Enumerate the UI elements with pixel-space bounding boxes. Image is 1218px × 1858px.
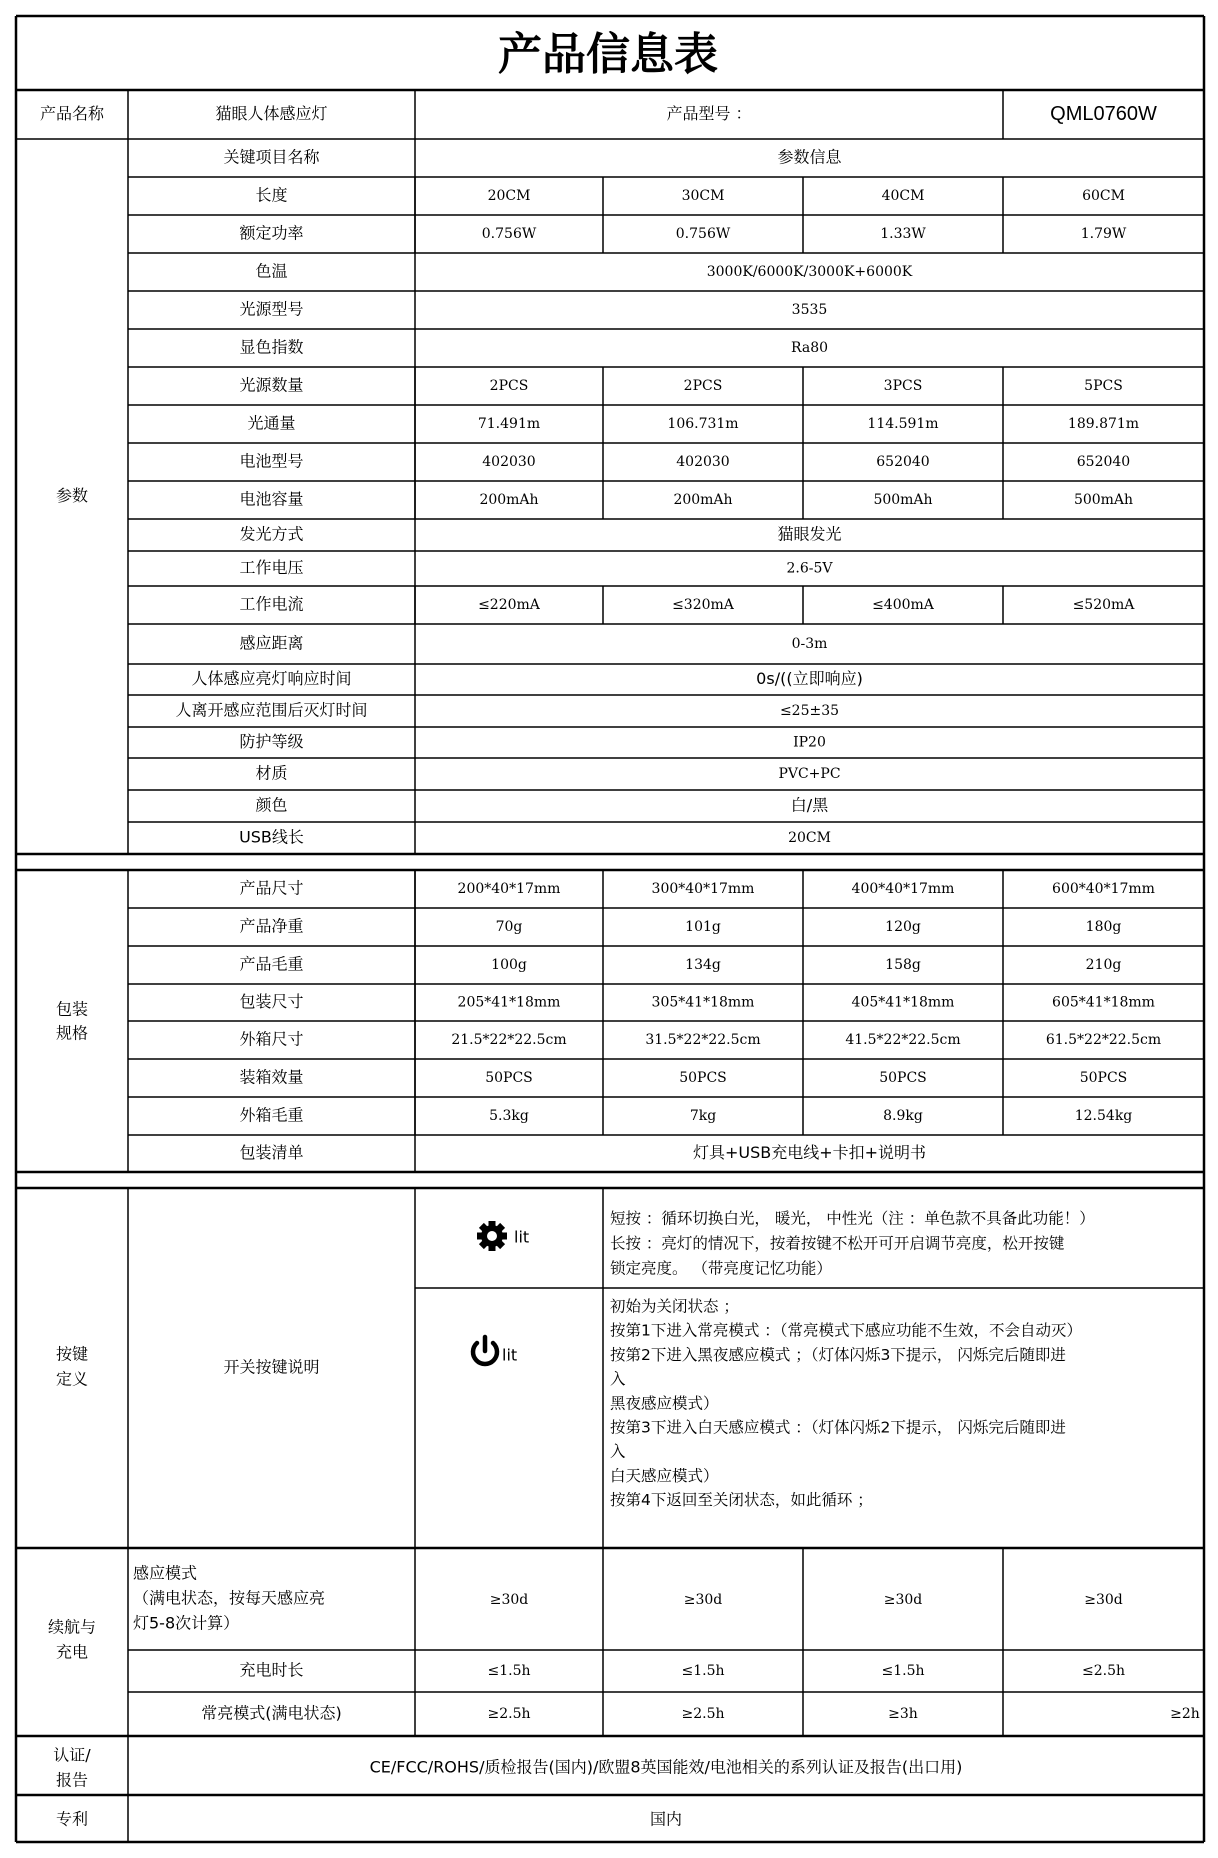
params-row-label: 材质 [255,763,288,783]
packing-row-label: 包装清单 [239,1143,304,1162]
packing-section-label: 规格 [55,1023,89,1043]
packing-row-value: 8.9kg [883,1108,923,1124]
packing-row-value: 21.5*22*22.5cm [451,1032,567,1048]
params-row-value: 106.731m [667,416,739,432]
params-row-value: 0.756W [675,226,731,242]
packing-row-value: 50PCS [1079,1070,1128,1086]
keys-desc-power: 按第3下进入白天感应模式 ：（灯体闪烁2下提示， 闪烁完后随即进 [610,1418,1066,1437]
params-row-value: ≤25±35 [779,703,840,719]
battery-sensor-label: 感应模式 [133,1563,198,1583]
params-row-value: Ra80 [790,340,829,356]
battery-sensor-label: （满电状态，按每天感应亮 [133,1588,326,1608]
packing-row-value: 100g [491,957,527,973]
params-row-value: 20CM [487,188,531,204]
patent-label: 专利 [55,1809,89,1829]
packing-row-value: 600*40*17mm [1052,881,1155,897]
packing-row-value: 158g [885,957,921,973]
packing-row-value: 210g [1085,957,1122,973]
params-col-val: 参数信息 [777,147,842,167]
packing-row-label: 装箱效量 [239,1067,304,1087]
packing-row-label: 包装尺寸 [239,992,304,1011]
gear-icon [477,1221,507,1251]
battery-charge-label: 充电时长 [239,1660,304,1680]
keys-desc-gear: 锁定亮度。 （带亮度记忆功能） [610,1259,832,1278]
keys-desc-power: 按第1下进入常亮模式 ：（常亮模式下感应功能不生效，不会自动灭） [610,1321,1083,1340]
params-row-value: 500mAh [873,492,933,508]
packing-row-label: 产品尺寸 [239,878,304,898]
params-row-value: 402030 [676,454,730,470]
params-row-value: ≤320mA [672,597,734,613]
packing-row-value: 120g [885,919,921,935]
params-row-value: 500mAh [1073,492,1134,508]
keys-desc-power: 按第4下返回至关闭状态，如此循环 ； [610,1491,873,1510]
params-row-label: 电池容量 [239,489,304,509]
keys-desc-power: 黑夜感应模式） [610,1394,719,1413]
power-icon-suffix: lit [502,1345,518,1365]
params-row-value: 71.491m [477,416,541,432]
params-row-value: 30CM [681,188,725,204]
params-row-value: 1.79W [1080,226,1127,242]
packing-row-value: 305*41*18mm [651,994,755,1011]
packing-row-value: 7kg [689,1108,717,1124]
packing-row-label: 产品毛重 [239,954,304,974]
keys-desc-power: 入 [610,1370,626,1389]
battery-section-label: 续航与 [47,1617,97,1637]
battery-steady-label: 常亮模式(满电状态) [201,1703,342,1723]
params-row-value: 3000K/6000K/3000K+6000K [706,264,913,280]
params-row-value: 2.6-5V [786,560,833,577]
params-section-label: 参数 [55,486,89,505]
battery-charge-value: ≤1.5h [881,1663,925,1679]
params-row-value: 200mAh [673,492,733,508]
params-row-value: 3PCS [883,378,923,394]
params-row-value: ≤220mA [478,597,540,613]
battery-sensor-value: ≥30d [489,1592,529,1608]
params-row-value: 0s/((立即响应) [756,669,863,688]
params-row-label: 人体感应亮灯响应时间 [191,669,352,688]
battery-sensor-value: ≥30d [883,1592,923,1608]
battery-steady-value: ≥2.5h [681,1706,725,1722]
keys-desc-power: 白天感应模式） [610,1466,719,1485]
params-row-label: 显色指数 [239,337,304,357]
params-row-value: 0-3m [791,636,828,652]
params-row-value: IP20 [793,734,826,751]
packing-row-value: 5.3kg [489,1108,529,1124]
battery-sensor-value: ≥30d [683,1592,723,1608]
params-row-label: 光通量 [247,413,296,433]
gear-icon-suffix: lit [514,1227,530,1247]
product-model-label: 产品型号 ： [666,104,752,123]
params-row-value: 200mAh [479,492,539,508]
params-row-value: ≤400mA [872,597,934,613]
packing-row-value: 61.5*22*22.5cm [1045,1032,1162,1048]
params-row-value: PVC+PC [778,766,841,782]
keys-label: 开关按键说明 [223,1357,320,1377]
params-row-label: 人离开感应范围后灭灯时间 [175,700,368,720]
params-row-value: 652040 [876,454,930,470]
packing-row-value: 405*41*18mm [851,994,955,1011]
params-row-value: 2PCS [489,378,529,394]
battery-steady-value: ≥2.5h [487,1706,531,1722]
packing-row-value: 605*41*18mm [1052,994,1155,1011]
params-row-value: 白/黑 [790,795,829,815]
params-row-value: ≤520mA [1072,597,1135,613]
battery-sensor-value: ≥30d [1084,1592,1123,1608]
params-col-key: 关键项目名称 [223,147,320,167]
keys-section-label: 按键 [55,1344,89,1364]
params-row-value: 652040 [1076,454,1131,470]
params-row-value: 114.591m [867,416,939,432]
params-row-label: 防护等级 [239,732,304,751]
keys-desc-power: 按第2下进入黑夜感应模式 ；（灯体闪烁3下提示， 闪烁完后随即进 [610,1345,1066,1364]
patent-value: 国内 [649,1809,683,1829]
packing-row-value: 205*41*18mm [457,994,561,1011]
params-row-value: 20CM [788,830,831,846]
packing-row-value: 31.5*22*22.5cm [645,1032,761,1048]
params-row-label: 工作电压 [239,558,304,577]
packing-row-value: 41.5*22*22.5cm [845,1032,961,1048]
keys-desc-gear: 长按 ：亮灯的情况下，按着按键不松开可开启调节亮度，松开按键 [610,1234,1065,1253]
packing-row-value: 134g [685,957,721,973]
packing-row-value: 50PCS [485,1070,533,1086]
keys-desc-power: 入 [610,1442,626,1461]
params-row-label: 长度 [255,185,288,205]
params-row-label: 工作电流 [239,594,304,614]
packing-row-value: 300*40*17mm [651,881,755,897]
cert-label: 认证/ [53,1745,91,1765]
packing-row-value: 180g [1085,919,1122,935]
battery-charge-value: ≤2.5h [1081,1663,1126,1679]
product-name-value: 猫眼人体感应灯 [215,104,328,123]
params-row-label: 额定功率 [239,223,304,243]
cert-label: 报告 [55,1770,89,1790]
params-row-label: 电池型号 [239,451,304,471]
params-row-value: 3535 [791,302,828,318]
battery-charge-value: ≤1.5h [487,1663,531,1679]
cert-value: CE/FCC/ROHS/质检报告(国内)/欧盟8英国能效/电池相关的系列认证及报告(出口用) [369,1757,963,1777]
params-row-value: 60CM [1082,188,1125,204]
params-row-value: 402030 [482,454,536,470]
battery-charge-value: ≤1.5h [681,1663,725,1679]
packing-row-value: 70g [495,919,523,935]
packing-row-value: 灯具+USB充电线+卡扣+说明书 [692,1143,927,1162]
battery-steady-value: ≥3h [888,1706,918,1722]
params-row-label: 光源型号 [239,299,304,319]
packing-row-value: 400*40*17mm [851,881,955,897]
params-row-label: 发光方式 [239,524,304,544]
battery-section-label: 充电 [55,1642,89,1662]
keys-desc-gear: 短按 ：循环切换白光， 暖光， 中性光（注 ：单色款不具备此功能！） [610,1209,1095,1228]
battery-steady-value: ≥2h [1170,1706,1200,1722]
params-row-value: 猫眼发光 [777,524,842,544]
packing-row-value: 12.54kg [1074,1108,1133,1124]
packing-row-label: 外箱尺寸 [239,1029,304,1049]
product-name-label: 产品名称 [39,104,105,123]
packing-row-value: 101g [685,919,721,935]
packing-row-label: 产品净重 [239,916,304,936]
keys-section-label: 定义 [55,1369,89,1389]
product-model-value: QML0760W [1050,102,1157,125]
params-row-label: 感应距离 [239,633,304,653]
power-icon [473,1337,497,1364]
params-row-value: 5PCS [1084,378,1123,394]
params-row-value: 1.33W [880,226,926,242]
params-row-value: 40CM [881,188,925,204]
page-title: 产品信息表 [498,29,718,80]
params-row-value: 0.756W [481,226,537,242]
params-row-label: 颜色 [255,795,288,815]
packing-row-value: 50PCS [879,1070,927,1086]
packing-row-value: 50PCS [679,1070,727,1086]
params-row-value: 189.871m [1067,416,1140,432]
table-text [40,29,1200,1829]
params-row-label: USB线长 [239,827,304,847]
battery-sensor-label: 灯5-8次计算） [133,1613,240,1633]
packing-section-label: 包装 [55,999,89,1019]
packing-row-value: 200*40*17mm [457,881,561,897]
params-row-label: 色温 [255,261,288,281]
packing-row-label: 外箱毛重 [239,1105,304,1125]
keys-desc-power: 初始为关闭状态 ； [610,1297,739,1316]
params-row-label: 光源数量 [239,375,304,395]
params-row-value: 2PCS [683,378,723,394]
